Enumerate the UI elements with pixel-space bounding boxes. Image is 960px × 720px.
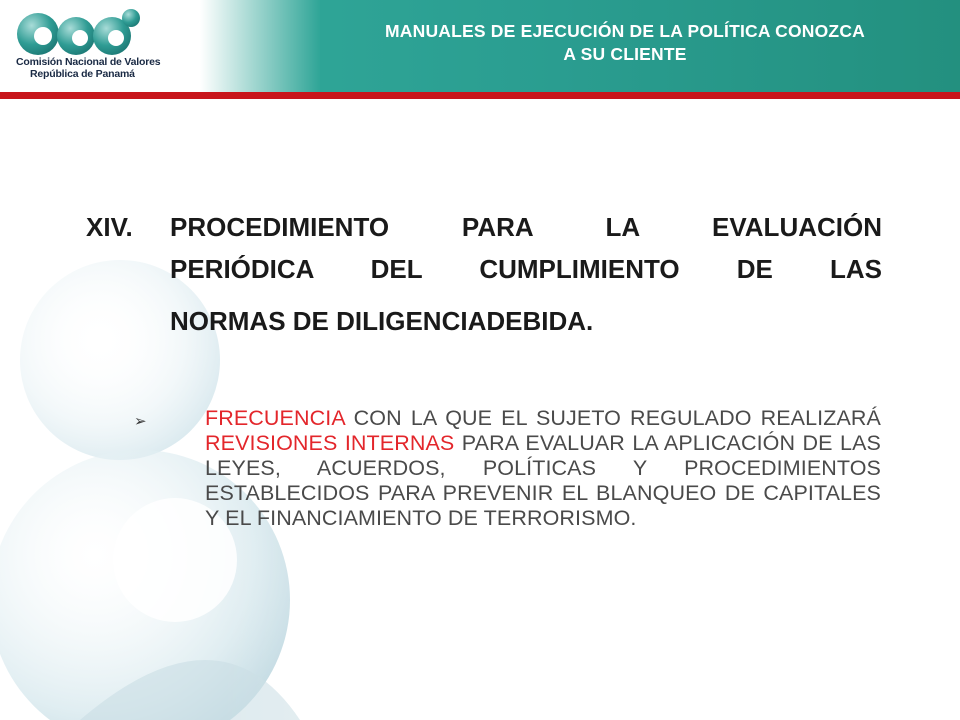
heading-line2: PERIÓDICA DEL CUMPLIMIENTO DE LAS — [170, 254, 883, 284]
page-title — [300, 20, 950, 66]
logo-line2: República de Panamá — [30, 68, 135, 80]
page-title-line1: MANUALES DE EJECUCIÓN DE LA POLÍTICA CONOZCA — [384, 21, 866, 41]
highlight-revisiones: REVISIONES INTERNAS — [205, 431, 455, 455]
bullet-paragraph: FRECUENCIA CON LA QUE EL SUJETO REGULADO REALIZARÁ REVISIONES INTERNAS PARA EVALUAR LA APLICACIÓN DE LAS LEYES, ACUERDOS, POLÍTICAS Y PROCEDIMIENTOS ESTABLECIDOS PARA PREVENIR EL BLANQUEO DE CAPITALES Y EL FINANCIAMIENTO DE TERRORISMO. — [205, 406, 881, 530]
logo-text — [16, 56, 176, 80]
red-divider-fade — [0, 92, 220, 99]
logo-line1: Comisión Nacional de Valores — [16, 56, 161, 68]
page-title-line2: A SU CLIENTE — [563, 44, 687, 64]
heading-line3: NORMAS DE DILIGENCIADEBIDA. — [170, 306, 594, 336]
heading-line1: PROCEDIMIENTO PARA LA EVALUACIÓN — [170, 212, 882, 242]
bg-circle-small — [20, 260, 220, 460]
section-number: XIV. — [86, 212, 133, 242]
highlight-frecuencia: FRECUENCIA — [205, 406, 345, 430]
arrow-bullet-icon: ➢ — [134, 413, 147, 430]
